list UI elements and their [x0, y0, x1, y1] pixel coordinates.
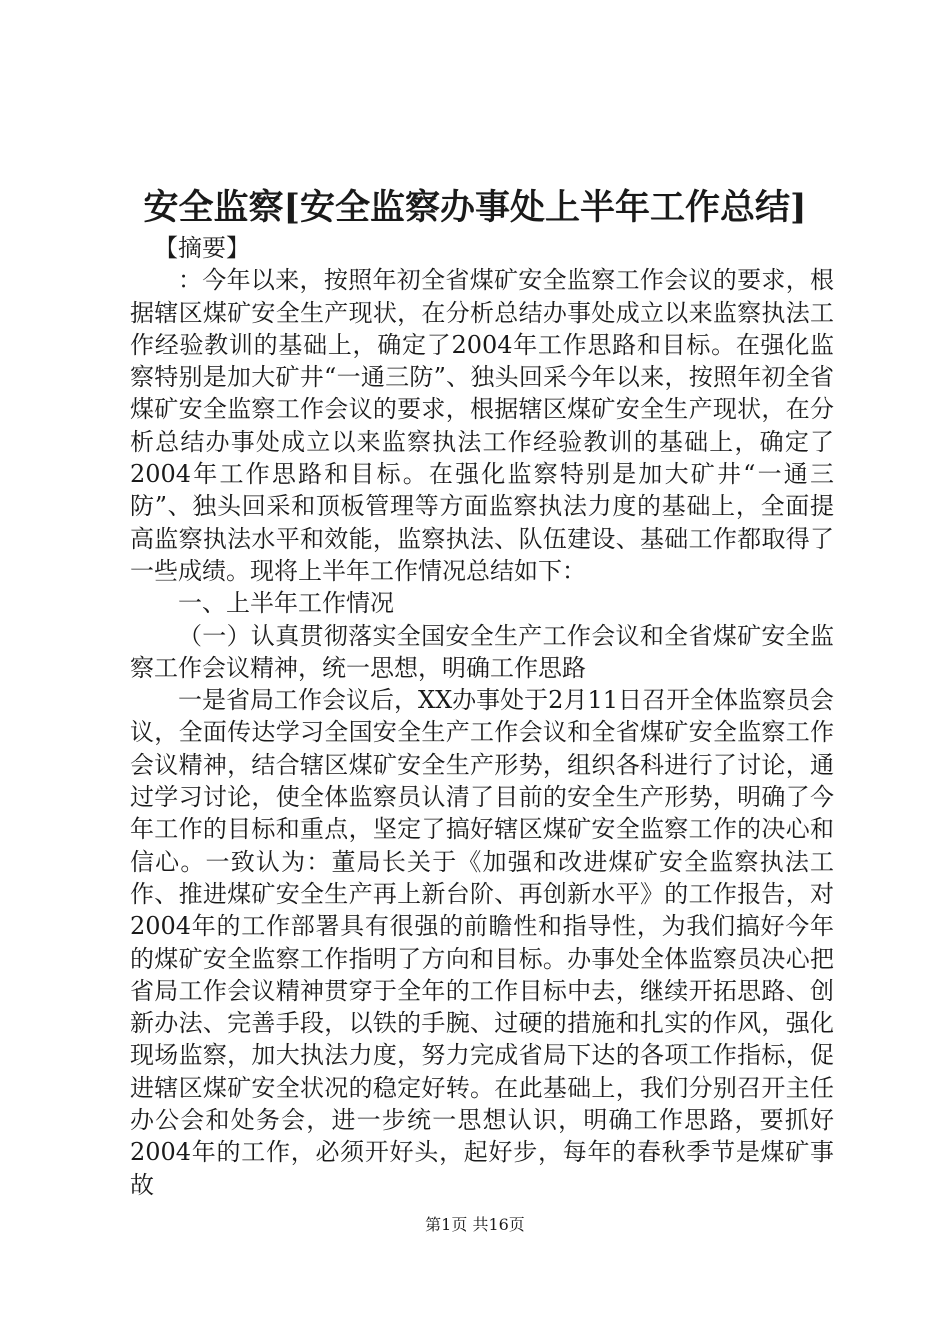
abstract-paragraph: ：今年以来，按照年初全省煤矿安全监察工作会议的要求，根据辖区煤矿安全生产现状，在分析总结办事处成立以来监察执法工作经验教训的基础上，确定了2004年工作思路和目标。在强化监察特别是加大矿井“一通三防”、独头回采今年以来，按照年初全省煤矿安全监察工作会议的要求，根据辖区煤矿安全生产现状，在分析总结办事处成立以来监察执法工作经验教训的基础上，确定了2004年工作思路和目标。在强化监察特别是加大矿井“一通三防”、独头回采和顶板管理等方面监察执法力度的基础上，全面提高监察执法水平和效能，监察执法、队伍建设、基础工作都取得了一些成绩。现将上半年工作情况总结如下： — [130, 266, 834, 585]
subsection-heading: （一）认真贯彻落实全国安全生产工作会议和全省煤矿安全监察工作会议精神，统一思想，明确工作思路 — [130, 621, 834, 682]
page-footer: 第1页 共16页 — [425, 1215, 525, 1234]
abstract-label: 【摘要】 — [154, 234, 250, 262]
document-title: 安全监察[安全监察办事处上半年工作总结] — [143, 187, 807, 228]
body-paragraph: 一是省局工作会议后，XX办事处于2月11日召开全体监察员会议，全面传达学习全国安全生产工作会议和全省煤矿安全监察工作会议精神，结合辖区煤矿安全生产形势，组织各科进行了讨论，通过学习讨论，使全体监察员认清了目前的安全生产形势，明确了今年工作的目标和重点，坚定了搞好辖区煤矿安全监察工作的决心和信心。一致认为：董局长关于《加强和改进煤矿安全监察执法工作、推进煤矿安全生产再上新台阶、再创新水平》的工作报告，对2004年的工作部署具有很强的前瞻性和指导性，为我们搞好今年的煤矿安全监察工作指明了方向和目标。办事处全体监察员决心把省局工作会议精神贯穿于全年的工作目标中去，继续开拓思路、创新办法、完善手段，以铁的手腕、过硬的措施和扎实的作风，强化现场监察，加大执法力度，努力完成省局下达的各项工作指标，促进辖区煤矿安全状况的稳定好转。在此基础上，我们分别召开主任办公会和处务会，进一步统一思想认识，明确工作思路，要抓好2004年的工作，必须开好头，起好步，每年的春秋季节是煤矿事故 — [130, 686, 834, 1199]
document-body — [130, 232, 834, 1201]
section-heading: 一、上半年工作情况 — [178, 589, 394, 618]
